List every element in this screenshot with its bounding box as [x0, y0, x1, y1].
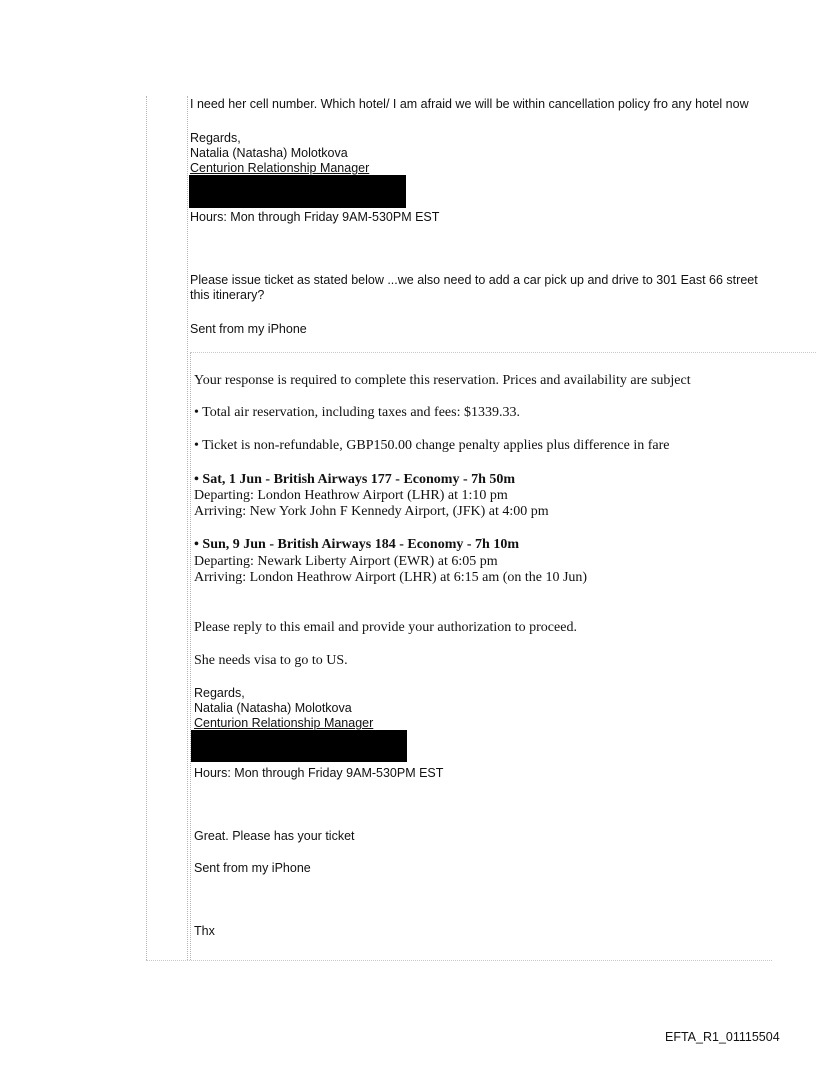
message-line: Please issue ticket as stated below ...we also need to add a car pick up and drive to 301 East 66 street — [190, 273, 758, 287]
regards-text: Regards, — [194, 686, 245, 700]
message-line: I need her cell number. Which hotel/ I am afraid we will be within cancellation policy fro any hotel now — [190, 97, 749, 111]
flight-departing: Departing: Newark Liberty Airport (EWR) at 6:05 pm — [194, 554, 498, 569]
sender-title: Centurion Relationship Manager — [190, 161, 370, 175]
itinerary-intro: Your response is required to complete this reservation. Prices and availability are subject — [194, 373, 691, 388]
thanks-text: Thx — [194, 924, 215, 938]
sent-from-text: Sent from my iPhone — [190, 322, 307, 336]
message-line: this itinerary? — [190, 288, 265, 302]
regards-text: Regards, — [190, 131, 241, 145]
refund-bullet: • Ticket is non-refundable, GBP150.00 change penalty applies plus difference in fare — [194, 438, 670, 453]
flight-arriving: Arriving: London Heathrow Airport (LHR) at 6:15 am (on the 10 Jun) — [194, 570, 588, 585]
inner-quote-border — [190, 352, 191, 960]
redaction-box — [191, 730, 407, 762]
outer-quote-border — [146, 96, 147, 960]
price-bullet: • Total air reservation, including taxes and fees: $1339.33. — [194, 405, 520, 420]
sender-title: Centurion Relationship Manager — [194, 716, 374, 730]
flight-header: • Sun, 9 Jun - British Airways 184 - Economy - 7h 10m — [194, 537, 519, 552]
message-line: Great. Please has your ticket — [194, 829, 355, 843]
bottom-separator — [146, 960, 772, 961]
visa-note: She needs visa to go to US. — [194, 653, 348, 668]
quote-separator — [190, 352, 816, 353]
flight-arriving: Arriving: New York John F Kennedy Airport, (JFK) at 4:00 pm — [194, 504, 549, 519]
flight-departing: Departing: London Heathrow Airport (LHR) at 1:10 pm — [194, 488, 508, 503]
flight-header: • Sat, 1 Jun - British Airways 177 - Economy - 7h 50m — [194, 472, 516, 487]
document-id: EFTA_R1_01115504 — [665, 1030, 780, 1044]
sender-name: Natalia (Natasha) Molotkova — [194, 701, 352, 715]
authorization-request: Please reply to this email and provide your authorization to proceed. — [194, 620, 577, 635]
redaction-box — [189, 175, 406, 208]
office-hours: Hours: Mon through Friday 9AM-530PM EST — [194, 766, 444, 780]
quote-border — [187, 96, 188, 960]
office-hours: Hours: Mon through Friday 9AM-530PM EST — [190, 210, 440, 224]
sender-name: Natalia (Natasha) Molotkova — [190, 146, 348, 160]
sent-from-text: Sent from my iPhone — [194, 861, 311, 875]
